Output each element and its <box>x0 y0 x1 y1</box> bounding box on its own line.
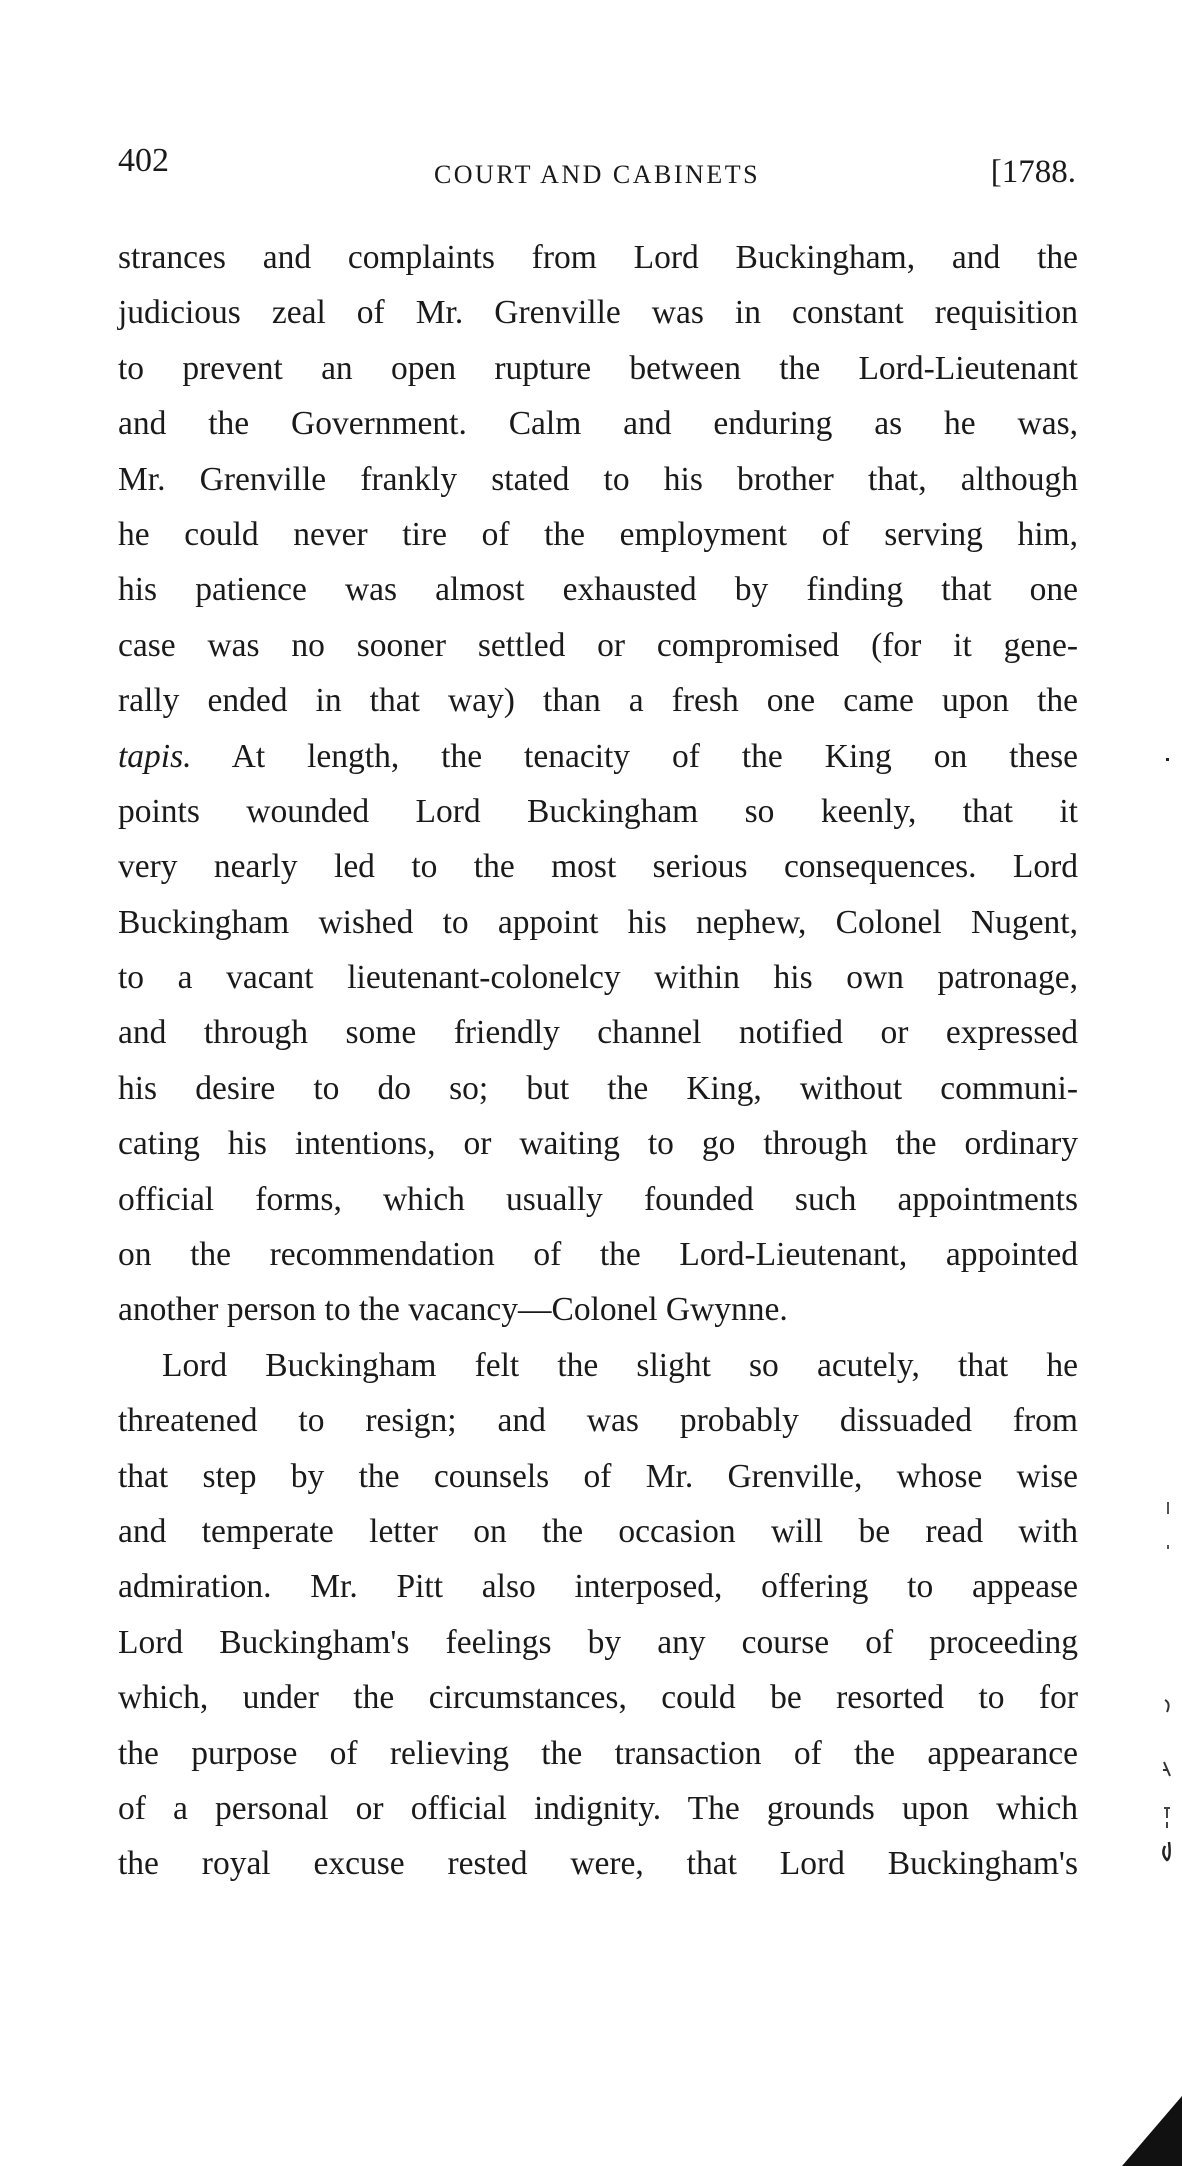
running-head <box>118 142 1076 192</box>
text-line: official forms, which usually founded such appointments <box>118 1180 1078 1218</box>
running-year: [1788. <box>990 154 1076 190</box>
text-line: rally ended in that way) than a fresh one came upon the <box>118 682 1078 720</box>
text-line: judicious zeal of Mr. Grenville was in constant requisition <box>118 294 1078 332</box>
text-line: he could never tire of the employment of serving him, <box>118 515 1078 553</box>
text-line: and the Government. Calm and enduring as he was, <box>118 405 1078 443</box>
text-line: the purpose of relieving the transaction of the appearance <box>118 1734 1078 1772</box>
running-title: COURT AND CABINETS <box>433 160 761 189</box>
text-line: very nearly led to the most serious consequences. Lord <box>118 848 1078 886</box>
text-line: and temperate letter on the occasion will be read with <box>118 1512 1078 1550</box>
text-line: of a personal or official indignity. The grounds upon which <box>118 1789 1078 1827</box>
body-text <box>118 230 1078 1892</box>
text-line: his desire to do so; but the King, without communi- <box>118 1069 1078 1107</box>
text-line: tapis. At length, the tenacity of the King on these <box>118 737 1078 775</box>
paragraph-1 <box>118 230 1078 1338</box>
text-line: that step by the counsels of Mr. Grenville, whose wise <box>118 1457 1078 1495</box>
text-line: to prevent an open rupture between the Lord-Lieutenant <box>118 349 1078 387</box>
italic-word: tapis. <box>118 737 192 775</box>
text-line: threatened to resign; and was probably dissuaded from <box>118 1402 1078 1440</box>
paragraph-2 <box>118 1338 1078 1892</box>
text-line: case was no sooner settled or compromised (for it gene- <box>118 626 1078 664</box>
text-line: Lord Buckingham's feelings by any course of proceeding <box>118 1623 1078 1661</box>
text-line: and through some friendly channel notified or expressed <box>118 1014 1078 1052</box>
text-line: to a vacant lieutenant-colonelcy within his own patronage, <box>118 959 1078 997</box>
text-line: admiration. Mr. Pitt also interposed, offering to appease <box>118 1568 1078 1606</box>
text-line: points wounded Lord Buckingham so keenly, that it <box>118 792 1078 830</box>
text-line: Lord Buckingham felt the slight so acutely, that he <box>162 1346 1078 1384</box>
page-number: 402 <box>118 142 169 179</box>
text-line: his patience was almost exhausted by finding that one <box>118 571 1078 609</box>
text-line: cating his intentions, or waiting to go through the ordinary <box>118 1125 1078 1163</box>
text-line: strances and complaints from Lord Buckingham, and the <box>118 239 1078 276</box>
page-corner-fold <box>1122 2096 1182 2166</box>
text-line: on the recommendation of the Lord-Lieutenant, appointed <box>118 1236 1078 1274</box>
text-line: another person to the vacancy—Colonel Gwynne. <box>118 1291 788 1329</box>
text-line: the royal excuse rested were, that Lord Buckingham's <box>118 1845 1078 1883</box>
text-line: Buckingham wished to appoint his nephew, Colonel Nugent, <box>118 903 1078 941</box>
scan-edge-marks <box>1150 0 1182 2166</box>
text-line: which, under the circumstances, could be resorted to for <box>118 1679 1078 1717</box>
text-line: Mr. Grenville frankly stated to his brother that, although <box>118 460 1078 498</box>
